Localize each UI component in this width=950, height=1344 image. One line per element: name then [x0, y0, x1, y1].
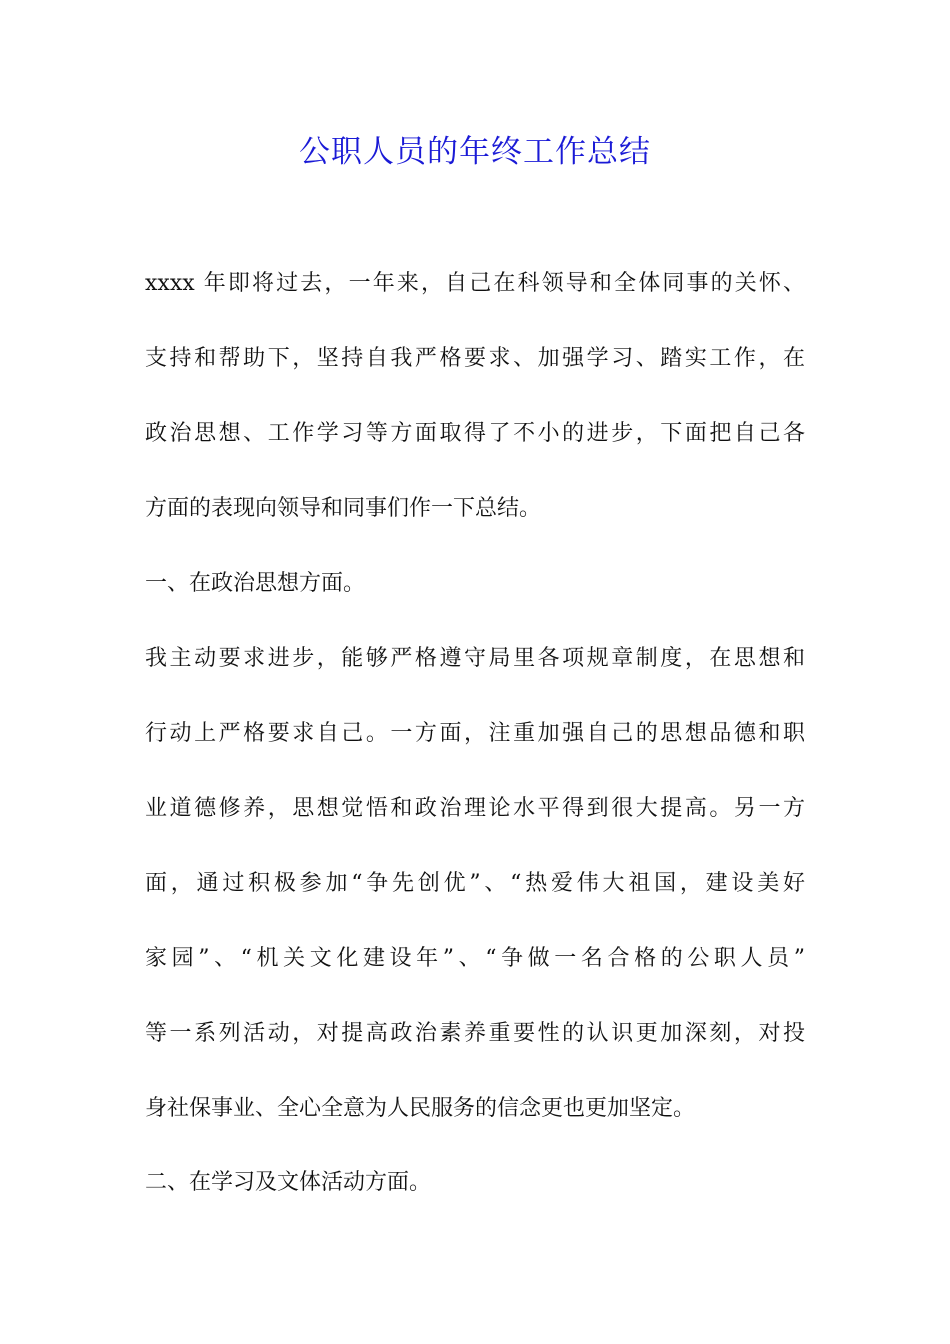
section-heading: 一、在政治思想方面。	[145, 571, 366, 596]
paragraph-line: 我主动要求进步，能够严格遵守局里各项规章制度，在思想和	[145, 646, 805, 671]
paragraph-line: 支持和帮助下，坚持自我严格要求、加强学习、踏实工作，在	[145, 346, 805, 371]
paragraph-line: 家园”、“机关文化建设年”、“争做一名合格的公职人员”	[145, 946, 805, 971]
paragraph-line: 身社保事业、全心全意为人民服务的信念更也更加坚定。	[145, 1096, 696, 1121]
paragraph-line: 面，通过积极参加“争先创优”、“热爱伟大祖国，建设美好	[145, 871, 805, 896]
paragraph-line: xxxx 年即将过去，一年来，自己在科领导和全体同事的关怀、	[145, 271, 805, 296]
paragraph-line: 业道德修养，思想觉悟和政治理论水平得到很大提高。另一方	[145, 796, 805, 821]
document-title: 公职人员的年终工作总结	[299, 134, 651, 170]
paragraph-line: 方面的表现向领导和同事们作一下总结。	[145, 496, 542, 521]
section-heading: 二、在学习及文体活动方面。	[145, 1170, 432, 1195]
paragraph-line: 等一系列活动，对提高政治素养重要性的认识更加深刻，对投	[145, 1021, 805, 1046]
paragraph-line: 政治思想、工作学习等方面取得了不小的进步，下面把自己各	[145, 421, 805, 446]
paragraph-line: 行动上严格要求自己。一方面，注重加强自己的思想品德和职	[145, 721, 805, 746]
